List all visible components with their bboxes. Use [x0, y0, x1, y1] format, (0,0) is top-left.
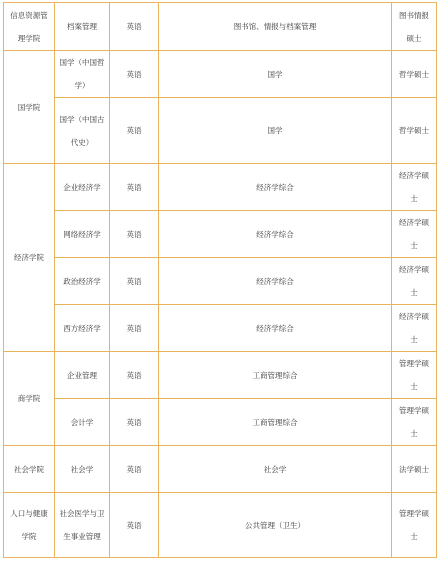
college-cell: 经济学院 — [4, 164, 55, 352]
subject-cell: 公共管理（卫生） — [159, 493, 392, 558]
table-row — [4, 3, 437, 51]
table-row — [4, 399, 437, 446]
language-cell: 英语 — [110, 352, 159, 399]
degree-cell: 哲学硕士 — [392, 98, 437, 164]
college-cell: 信息资源管理学院 — [4, 3, 55, 51]
degree-cell: 图书情报硕士 — [392, 3, 437, 51]
major-cell: 企业经济学 — [55, 164, 110, 211]
major-cell: 会计学 — [55, 399, 110, 446]
language-cell: 英语 — [110, 258, 159, 305]
major-cell: 政治经济学 — [55, 258, 110, 305]
subject-cell: 社会学 — [159, 446, 392, 493]
college-cell: 人口与健康学院 — [4, 493, 55, 558]
table-row — [4, 164, 437, 211]
major-cell: 企业管理 — [55, 352, 110, 399]
language-cell: 英语 — [110, 98, 159, 164]
major-cell: 国学（中国哲学） — [55, 51, 110, 98]
major-cell: 西方经济学 — [55, 305, 110, 352]
degree-cell: 经济学硕士 — [392, 164, 437, 211]
subject-cell: 工商管理综合 — [159, 399, 392, 446]
degree-cell: 经济学硕士 — [392, 258, 437, 305]
degree-cell: 管理学硕士 — [392, 493, 437, 558]
subject-cell: 图书馆、情报与档案管理 — [159, 3, 392, 51]
college-cell: 社会学院 — [4, 446, 55, 493]
subject-cell: 工商管理综合 — [159, 352, 392, 399]
language-cell: 英语 — [110, 51, 159, 98]
degree-cell: 哲学硕士 — [392, 51, 437, 98]
college-cell: 商学院 — [4, 352, 55, 446]
admissions-table — [3, 2, 437, 558]
subject-cell: 国学 — [159, 51, 392, 98]
major-cell: 档案管理 — [55, 3, 110, 51]
subject-cell: 经济学综合 — [159, 258, 392, 305]
language-cell: 英语 — [110, 164, 159, 211]
table-row — [4, 211, 437, 258]
table-row — [4, 305, 437, 352]
degree-cell: 管理学硕士 — [392, 352, 437, 399]
language-cell: 英语 — [110, 3, 159, 51]
major-cell: 社会学 — [55, 446, 110, 493]
table-row — [4, 98, 437, 164]
subject-cell: 国学 — [159, 98, 392, 164]
table-row — [4, 352, 437, 399]
language-cell: 英语 — [110, 211, 159, 258]
degree-cell: 管理学硕士 — [392, 399, 437, 446]
table-row — [4, 493, 437, 558]
subject-cell: 经济学综合 — [159, 305, 392, 352]
language-cell: 英语 — [110, 399, 159, 446]
language-cell: 英语 — [110, 305, 159, 352]
degree-cell: 法学硕士 — [392, 446, 437, 493]
language-cell: 英语 — [110, 493, 159, 558]
table-row — [4, 258, 437, 305]
table-row — [4, 446, 437, 493]
major-cell: 社会医学与卫生事业管理 — [55, 493, 110, 558]
subject-cell: 经济学综合 — [159, 211, 392, 258]
subject-cell: 经济学综合 — [159, 164, 392, 211]
degree-cell: 经济学硕士 — [392, 211, 437, 258]
college-cell: 国学院 — [4, 51, 55, 164]
language-cell: 英语 — [110, 446, 159, 493]
table-row — [4, 51, 437, 98]
major-cell: 网络经济学 — [55, 211, 110, 258]
degree-cell: 经济学硕士 — [392, 305, 437, 352]
major-cell: 国学（中国古代史） — [55, 98, 110, 164]
